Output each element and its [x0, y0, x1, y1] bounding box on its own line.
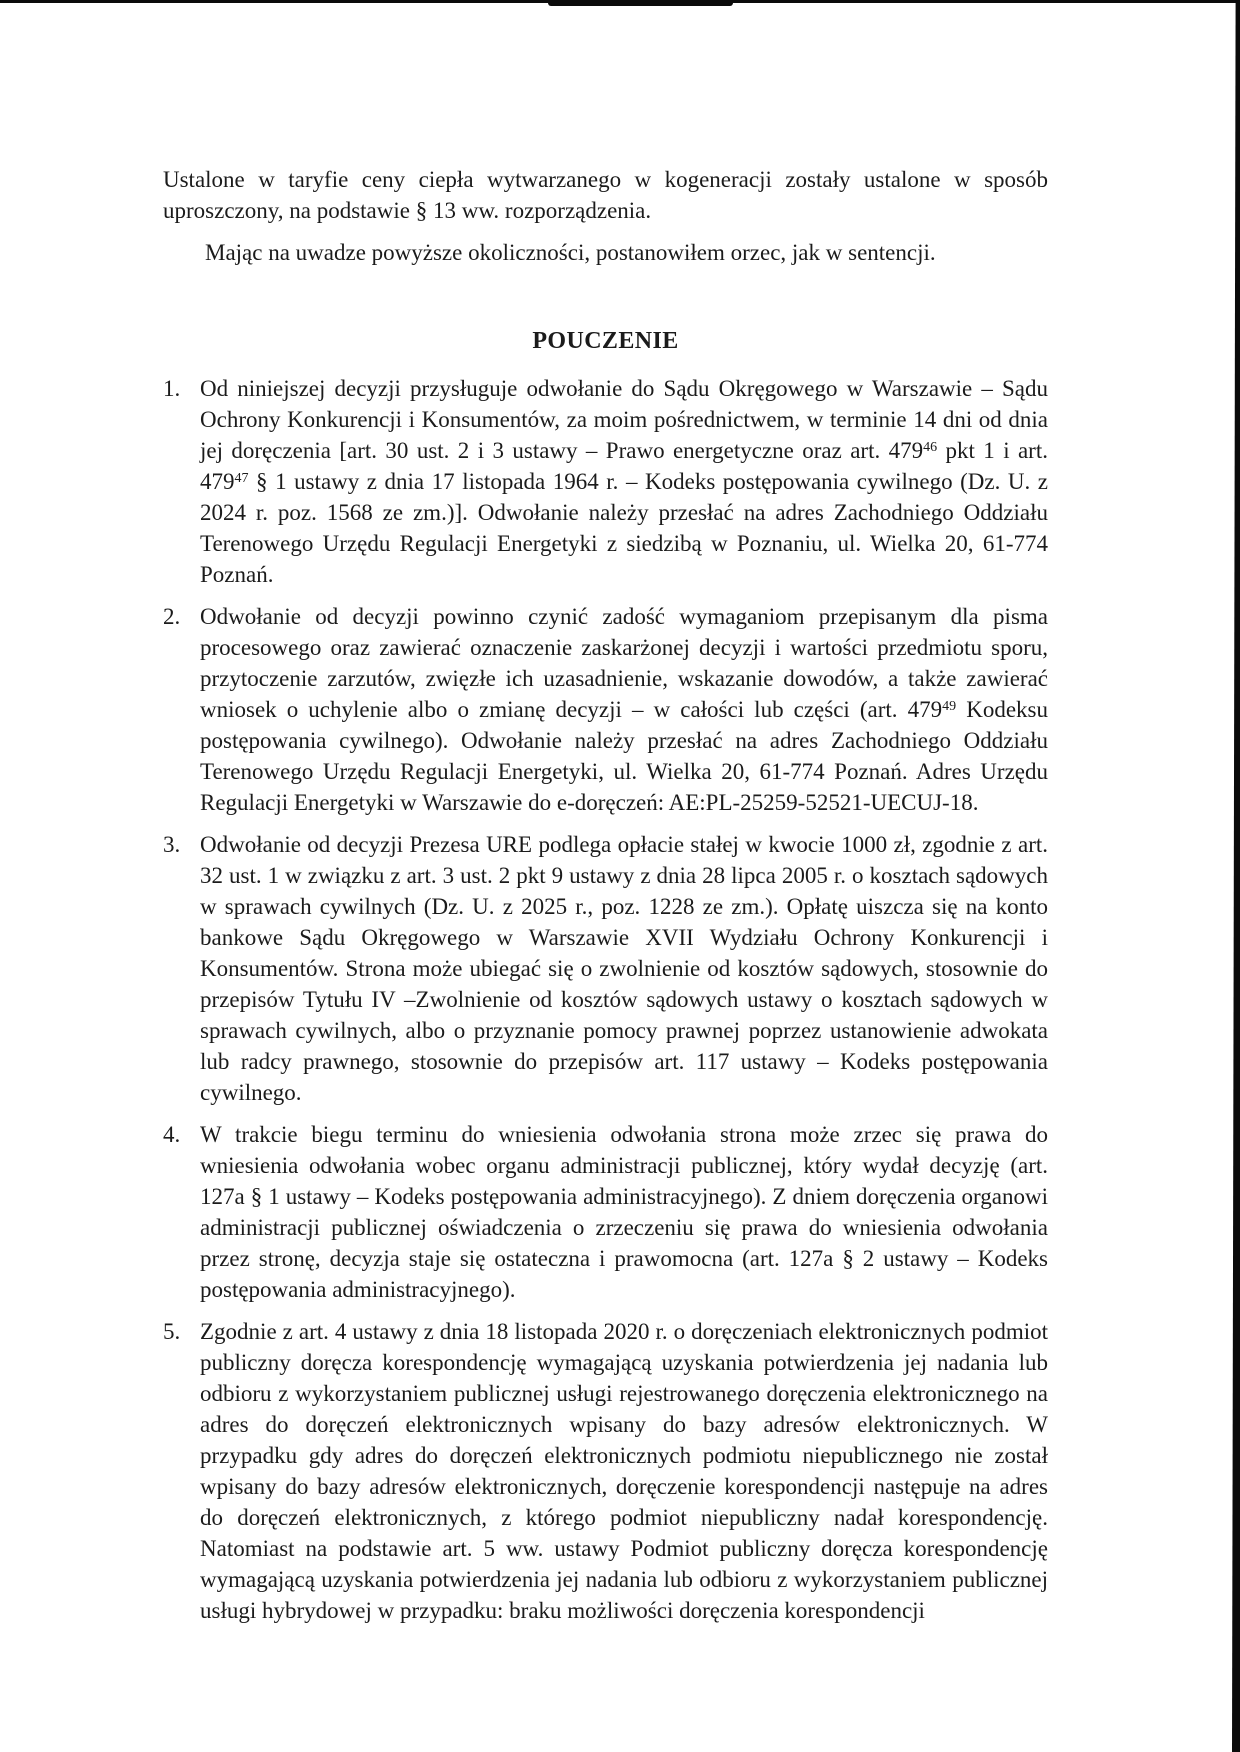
list-item-5	[163, 1316, 1048, 1626]
intro-paragraph: Ustalone w taryfie ceny ciepła wytwarzanego w kogeneracji zostały ustalone w sposób uproszczony, na podstawie § 13 ww. rozporządzenia.	[163, 167, 1048, 223]
scan-artifact-right-edge	[1232, 0, 1240, 1752]
list-item-text: Odwołanie od decyzji powinno czynić zadość wymaganiom przepisanym dla pisma procesowego oraz zawierać oznaczenie zaskarżonej decyzji i wartości przedmiotu sporu, przytoczenie zarzutów, zwięzłe ich uzasadnienie, wskazanie dowodów, a także zawierać wniosek o uchylenie albo o zmianę decyzji – w całości lub części (art. $479^{49}$ Kodeksu postępowania cywilnego). Odwołanie należy przesłać na adres Zachodniego Oddziału Terenowego Urzędu Regulacji Energetyki, ul. Wielka 20, 61-774 Poznań. Adres Urzędu Regulacji Energetyki w Warszawie do e-doręczeń: AE:PL-25259-52521-UECUJ-18.	[200, 604, 1048, 815]
list-item-text: Zgodnie z art. 4 ustawy z dnia 18 listopada 2020 r. o doręczeniach elektronicznych podmiot publiczny doręcza korespondencję wymagającą uzyskania potwierdzenia jej nadania lub odbioru z wykorzystaniem publicznej usługi rejestrowanego doręczenia elektronicznego na adres do doręczeń elektronicznych wpisany do bazy adresów elektronicznych. W przypadku gdy adres do doręczeń elektronicznych podmiotu niepublicznego nie został wpisany do bazy adresów elektronicznych, doręczenie korespondencji następuje na adres do doręczeń elektronicznych, z którego podmiot niepubliczny nadał korespondencję. Natomiast na podstawie art. 5 ww. ustawy Podmiot publiczny doręcza korespondencję wymagającą uzyskania potwierdzenia jej nadania lub odbioru z wykorzystaniem publicznej usługi hybrydowej w przypadku: braku możliwości doręczenia korespondencji	[200, 1319, 1048, 1623]
scan-artifact-top-edge-bump	[548, 0, 733, 6]
list-item-text: Odwołanie od decyzji Prezesa URE podlega opłacie stałej w kwocie 1000 zł, zgodnie z art. 32 ust. 1 w związku z art. 3 ust. 2 pkt 9 ustawy z dnia 28 lipca 2005 r. o kosztach sądowych w sprawach cywilnych (Dz. U. z 2025 r., poz. 1228 ze zm.). Opłatę uiszcza się na konto bankowe Sądu Okręgowego w Warszawie XVII Wydziału Ochrony Konkurencji i Konsumentów. Strona może ubiegać się o zwolnienie od kosztów sądowych, stosownie do przepisów Tytułu IV –Zwolnienie od kosztów sądowych ustawy o kosztach sądowych w sprawach cywilnych, albo o przyznanie pomocy prawnej poprzez ustanowienie adwokata lub radcy prawnego, stosownie do przepisów art. 117 ustawy – Kodeks postępowania cywilnego.	[200, 832, 1048, 1105]
conclusion-sentence: Mając na uwadze powyższe okoliczności, postanowiłem orzec, jak w sentencji.	[205, 240, 936, 265]
list-item-text: Od niniejszej decyzji przysługuje odwołanie do Sądu Okręgowego w Warszawie – Sądu Ochrony Konkurencji i Konsumentów, za moim pośrednictwem, w terminie 14 dni od dnia jej doręczenia [art. 30 ust. 2 i 3 ustawy – Prawo energetyczne oraz art. $479^{46}$ pkt 1 i art. $479^{47}$ § 1 ustawy z dnia 17 listopada 1964 r. – Kodeks postępowania cywilnego (Dz. U. z 2024 r. poz. 1568 ze zm.)]. Odwołanie należy przesłać na adres Zachodniego Oddziału Terenowego Urzędu Regulacji Energetyki z siedzibą w Poznaniu, ul. Wielka 20, 61-774 Poznań.	[200, 376, 1048, 587]
list-item-number: 5.	[163, 1319, 181, 1344]
list-item-number: 1.	[163, 376, 181, 401]
numbered-list	[163, 373, 1048, 1626]
list-item-number: 2.	[163, 604, 181, 629]
list-item-3	[163, 829, 1048, 1108]
list-item-number: 4.	[163, 1122, 181, 1147]
list-item-number: 3.	[163, 832, 181, 857]
list-item-4	[163, 1119, 1048, 1305]
list-item-2	[163, 601, 1048, 818]
document-content	[163, 164, 1048, 1626]
section-heading: POUCZENIE	[532, 328, 679, 354]
list-item-1	[163, 373, 1048, 590]
list-item-text: W trakcie biegu terminu do wniesienia odwołania strona może zrzec się prawa do wniesienia odwołania wobec organu administracji publicznej, który wydał decyzję (art. 127a § 1 ustawy – Kodeks postępowania administracyjnego). Z dniem doręczenia organowi administracji publicznej oświadczenia o zrzeczeniu się prawa do wniesienia odwołania przez stronę, decyzja staje się ostateczna i prawomocna (art. 127a § 2 ustawy – Kodeks postępowania administracyjnego).	[200, 1122, 1048, 1302]
